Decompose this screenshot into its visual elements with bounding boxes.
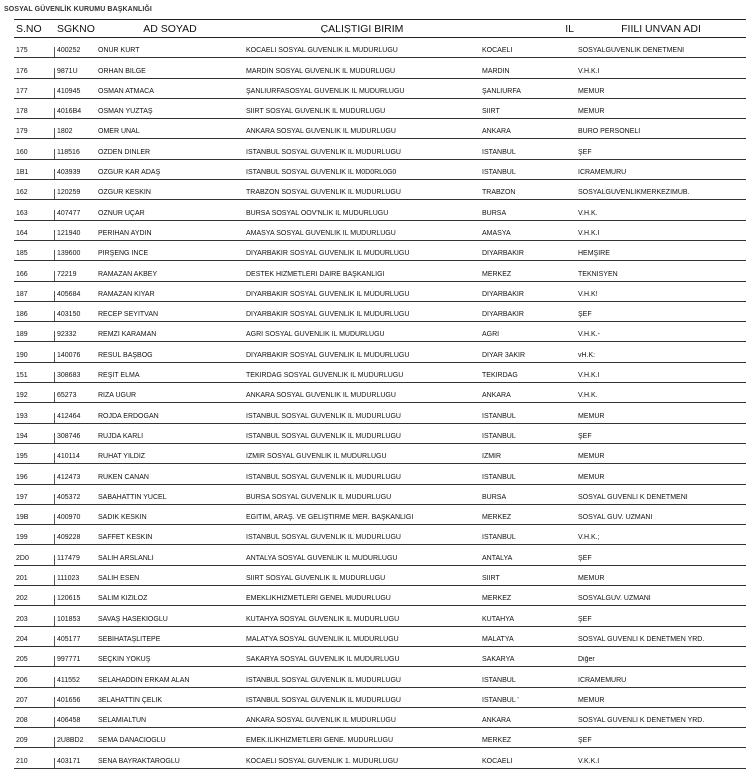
cell-ad-soyad: SEBIHATAŞLITEPE: [98, 635, 161, 643]
cell-birim: SAKARYA SOSYAL GUVENLIK IL MUDURLUGU: [246, 656, 400, 664]
cell-ad-soyad: 3ELAHATTIN ÇELIK: [98, 696, 163, 704]
cell-birim: KOCAELI SOSYAL GUVENLIK IL MUDURLUGU: [246, 47, 398, 55]
cell-il: SIIRT: [482, 108, 500, 116]
cell-sno: 192: [14, 392, 55, 402]
cell-sgkno: 412473: [57, 473, 81, 481]
cell-unvan: MEMUR: [578, 696, 605, 704]
table-row: [14, 748, 746, 768]
cell-unvan: SOSYALGUV. UZMANI: [578, 595, 651, 603]
table-row: [14, 627, 746, 647]
cell-ad-soyad: PIRŞENG INCE: [98, 250, 149, 258]
cell-birim: EMEKLIKHIZMETLERI GENEL MUDURLUGU: [246, 595, 391, 603]
table-row: [14, 342, 746, 362]
cell-sgkno: 403150: [57, 311, 81, 319]
cell-il: AMASYA: [482, 229, 511, 237]
table-row: [14, 444, 746, 464]
cell-sno: 163: [14, 210, 55, 220]
header-ad-soyad: AD SOYAD: [143, 24, 197, 33]
cell-sgkno: 117479: [57, 554, 80, 562]
cell-ad-soyad: SAFFET KESKIN: [98, 534, 153, 542]
cell-birim: AMASYA SOSYAL GUVENLIK IL MUDURLUGU: [246, 229, 396, 237]
cell-birim: BURSA SOSYAL OOV'NLIK IL MUDURLUGU: [246, 209, 389, 217]
cell-sgkno: 409228: [57, 534, 81, 542]
cell-unvan: ICRAMEMURU: [578, 169, 627, 177]
table-row: [14, 261, 746, 281]
cell-ad-soyad: SELAMIALTUN: [98, 717, 147, 725]
cell-sno: 194: [14, 433, 55, 443]
cell-il: BURSA: [482, 493, 507, 501]
cell-ad-soyad: SEMA DANACIOGLU: [98, 737, 166, 745]
cell-ad-soyad: RUKEN CANAN: [98, 473, 149, 481]
cell-sno: 208: [14, 717, 55, 727]
cell-unvan: ŞEF: [578, 737, 592, 745]
cell-sgkno: 412464: [57, 412, 81, 420]
cell-sno: 202: [14, 595, 55, 605]
cell-birim: ISTANBUL SOSYAL GUVENLIK IL MUDURLUGU: [246, 534, 401, 542]
table-row: [14, 322, 746, 342]
table-row: [14, 200, 746, 220]
table-row: [14, 282, 746, 302]
cell-sno: 185: [14, 250, 55, 260]
cell-il: DIYARBAKIR: [482, 290, 524, 298]
cell-unvan: MEMUR: [578, 412, 605, 420]
cell-sgkno: 997771: [57, 656, 81, 664]
cell-il: IZMIR: [482, 453, 502, 461]
cell-il: ISTANBUL: [482, 534, 516, 542]
cell-sno: 164: [14, 230, 55, 240]
table-row: [14, 38, 746, 58]
cell-ad-soyad: SALIH ARSLANLI: [98, 554, 154, 562]
cell-ad-soyad: OZGUR KAR ADAŞ: [98, 169, 161, 177]
cell-sno: 189: [14, 331, 55, 341]
cell-il: ANKARA: [482, 717, 511, 725]
cell-ad-soyad: RAMAZAN KIYAR: [98, 290, 155, 298]
cell-sgkno: 405684: [57, 290, 81, 298]
cell-unvan: BURO PERSONELI: [578, 128, 641, 136]
cell-birim: ANTALYA SOSYAL GUVENLIK IL MUDURLUGU: [246, 554, 398, 562]
cell-ad-soyad: OSMAN YUZTAŞ: [98, 108, 153, 116]
cell-sgkno: 120615: [57, 595, 81, 603]
cell-sno: 178: [14, 108, 55, 118]
cell-ad-soyad: SADIK KESKIN: [98, 514, 147, 522]
cell-il: MERKEZ: [482, 737, 512, 745]
cell-unvan: vH.K:: [578, 351, 596, 359]
table-row: [14, 139, 746, 159]
cell-sgkno: 118516: [57, 148, 80, 156]
cell-birim: DESTEK HIZMETLERI DAIRE BAŞKANLIGI: [246, 270, 385, 278]
cell-birim: ŞANLIURFASOSYAL GUVENLIK IL MUDURLUGU: [246, 87, 405, 95]
cell-sno: 162: [14, 189, 55, 199]
cell-ad-soyad: ROJDA ERDOGAN: [98, 412, 159, 420]
cell-birim: KOCAELI SOSYAL GUVENLIK 1. MUDURLUGU: [246, 757, 399, 765]
table-row: [14, 424, 746, 444]
table-row: [14, 58, 746, 78]
cell-sno: 207: [14, 697, 55, 707]
cell-sno: 1B1: [14, 169, 55, 179]
cell-il: DIYAR 3AKIR: [482, 351, 526, 359]
table-row: [14, 485, 746, 505]
table-row: [14, 464, 746, 484]
cell-birim: EMEK.ILIKHIZMETLERI GENE. MUDURLUGU: [246, 737, 394, 745]
cell-il: MALATYA: [482, 635, 514, 643]
cell-birim: AGRI SOSYAL GUVENLIK IL MUDURLUGU: [246, 331, 385, 339]
cell-ad-soyad: SALIM KIZILOZ: [98, 595, 148, 603]
cell-ad-soyad: RUJDA KARLI: [98, 432, 144, 440]
cell-sgkno: 111023: [57, 575, 80, 583]
cell-sno: 193: [14, 413, 55, 423]
cell-ad-soyad: SELAHADDIN ERKAM ALAN: [98, 676, 190, 684]
cell-unvan: Diğer: [578, 656, 595, 664]
cell-il: BURSA: [482, 209, 507, 217]
cell-sno: 201: [14, 575, 55, 585]
cell-sgkno: 2U8BD2: [57, 737, 84, 745]
table-row: [14, 505, 746, 525]
cell-il: DIYARBAKIR: [482, 311, 524, 319]
cell-il: KOCAELI: [482, 47, 513, 55]
cell-ad-soyad: RUHAT YILDIZ: [98, 453, 146, 461]
cell-sgkno: 411552: [57, 676, 80, 684]
cell-birim: DIYARBAKIR SOSYAL GUVENLIK IL MUDURLUGU: [246, 290, 410, 298]
cell-unvan: V.H.K.I: [578, 372, 600, 380]
header-unvan: FIILI UNVAN ADI: [621, 24, 701, 33]
cell-il: ISTANBUL: [482, 169, 516, 177]
cell-sgkno: 400252: [57, 47, 81, 55]
table-row: [14, 606, 746, 626]
cell-sno: 196: [14, 474, 55, 484]
cell-birim: IZMIR SOSYAL GUVENLIK IL MUDURLUGU: [246, 453, 387, 461]
cell-sno: 186: [14, 311, 55, 321]
cell-unvan: MEMUR: [578, 575, 605, 583]
table-row: [14, 119, 746, 139]
cell-il: AGRI: [482, 331, 500, 339]
cell-birim: TEKIRDAG SOSYAL GUVENLIK IL MUDURLUGU: [246, 372, 404, 380]
cell-sgkno: 9871U: [57, 67, 78, 75]
cell-ad-soyad: REMZI KARAMAN: [98, 331, 157, 339]
table-body: [14, 38, 746, 769]
cell-birim: ISTANBUL SOSYAL GUVENLIK IL MUDURLUGU: [246, 473, 401, 481]
table-row: [14, 383, 746, 403]
cell-sno: 210: [14, 758, 55, 768]
table-row: [14, 566, 746, 586]
cell-ad-soyad: OZNUR UÇAR: [98, 209, 145, 217]
table-header-row: [14, 20, 746, 38]
cell-birim: ANKARA SOSYAL GUVENLIK IL MUDURLUGU: [246, 392, 396, 400]
cell-sgkno: 405372: [57, 493, 81, 501]
cell-unvan: V.K.K.I: [578, 757, 600, 765]
cell-birim: ANKARA SOSYAL GUVENLIK IL MUDURLUGU: [246, 717, 396, 725]
cell-birim: SIIRT SOSYAL GUVENLIK IL MUDURLUGU: [246, 575, 386, 583]
table-row: [14, 708, 746, 728]
cell-ad-soyad: REŞIT ELMA: [98, 372, 140, 380]
cell-sno: 203: [14, 616, 55, 626]
cell-sno: 179: [14, 128, 55, 138]
cell-sgkno: 407477: [57, 209, 81, 217]
cell-sno: 206: [14, 677, 55, 687]
cell-unvan: ICRAMEMURU: [578, 676, 627, 684]
cell-birim: SIIRT SOSYAL GUVENLIK IL MUDURLUGU: [246, 108, 386, 116]
cell-ad-soyad: RAMAZAN AKBEY: [98, 270, 158, 278]
cell-sgkno: 65273: [57, 392, 77, 400]
cell-sgkno: 406458: [57, 717, 81, 725]
cell-sgkno: 120259: [57, 189, 81, 197]
table-row: [14, 667, 746, 687]
cell-sno: 195: [14, 453, 55, 463]
cell-unvan: ŞEF: [578, 432, 592, 440]
header-il: IL: [565, 24, 574, 33]
cell-unvan: V.H.K!: [578, 290, 598, 298]
cell-unvan: MEMUR: [578, 473, 605, 481]
cell-ad-soyad: SEÇKIN YOKUŞ: [98, 656, 151, 664]
cell-unvan: ŞEF: [578, 615, 592, 623]
cell-sgkno: 403171: [57, 757, 81, 765]
cell-sno: 205: [14, 656, 55, 666]
cell-sno: 175: [14, 47, 55, 57]
cell-ad-soyad: RIZA UGUR: [98, 392, 137, 400]
cell-il: MERKEZ: [482, 270, 512, 278]
cell-ad-soyad: OMER UNAL: [98, 128, 140, 136]
table-row: [14, 221, 746, 241]
cell-sno: 187: [14, 291, 55, 301]
cell-birim: ISTANBUL SOSYAL GUVENLIK IL M0D0RL0G0: [246, 169, 397, 177]
cell-sgkno: 72219: [57, 270, 77, 278]
cell-ad-soyad: SALIH ESEN: [98, 575, 140, 583]
cell-birim: DIYARBAKIR SOSYAL GUVENLIK IL MUDURLUGU: [246, 250, 410, 258]
cell-sgkno: 121940: [57, 229, 81, 237]
cell-ad-soyad: ORHAN BILGE: [98, 67, 146, 75]
cell-sgkno: 1802: [57, 128, 73, 136]
cell-il: ANKARA: [482, 392, 511, 400]
cell-sno: 199: [14, 534, 55, 544]
table-row: [14, 728, 746, 748]
cell-il: ISTANBUL: [482, 473, 516, 481]
cell-sno: 2D0: [14, 555, 55, 565]
cell-birim: ISTANBUL SOSYAL GUVENLIK IL MUDURLUGU: [246, 148, 401, 156]
cell-birim: ISTANBUL SOSYAL GUVENLIK IL MUDURLUGU: [246, 412, 401, 420]
cell-sgkno: 400970: [57, 514, 81, 522]
cell-sno: 160: [14, 149, 55, 159]
cell-ad-soyad: SENA BAYRAKTAROGLU: [98, 757, 180, 765]
cell-birim: ISTANBUL SOSYAL GUVENLIK IL MUDURLUGU: [246, 696, 401, 704]
cell-sgkno: 4016B4: [57, 108, 82, 116]
cell-unvan: V.H.K.-: [578, 331, 600, 339]
cell-sno: 176: [14, 68, 55, 78]
cell-birim: BURSA SOSYAL GUVENLIK IL MUDURLUGU: [246, 493, 392, 501]
cell-il: ANKARA: [482, 128, 511, 136]
cell-il: ISTANBUL: [482, 676, 516, 684]
cell-birim: ISTANBUL SOSYAL GUVENLIK IL MUDURLUGU: [246, 432, 401, 440]
cell-birim: EGITIM, ARAŞ. VE GELIŞTIRME MER. BAŞKANLIGI: [246, 514, 414, 522]
cell-sno: 197: [14, 494, 55, 504]
table-row: [14, 160, 746, 180]
cell-unvan: SOSYALGUVENLIKMERKEZIMUB.: [578, 189, 690, 197]
table-row: [14, 79, 746, 99]
document-title: SOSYAL GÜVENLİK KURUMU BAŞKANLIĞI: [4, 6, 152, 13]
cell-unvan: V.H.K.: [578, 392, 598, 400]
cell-birim: TRABZON SOSYAL GUVENLIK IL MUDURLUGU: [246, 189, 401, 197]
cell-sno: 209: [14, 737, 55, 747]
cell-il: TEKIRDAG: [482, 372, 518, 380]
cell-sno: 177: [14, 88, 55, 98]
cell-il: ISTANBUL ': [482, 696, 519, 704]
cell-il: ŞANLIURFA: [482, 87, 521, 95]
header-birim: ÇALIŞTIGI BIRIM: [320, 24, 404, 33]
cell-ad-soyad: OZDEN DINLER: [98, 148, 151, 156]
cell-birim: KUTAHYA SOSYAL GUVENLIK IL MUDURLUGU: [246, 615, 400, 623]
table-row: [14, 99, 746, 119]
cell-il: MERKEZ: [482, 514, 512, 522]
cell-sno: 151: [14, 372, 55, 382]
cell-birim: MARDIN SOSYAL GUVENLIK IL MUDURLUGU: [246, 67, 396, 75]
cell-il: DIYARBAKIR: [482, 250, 524, 258]
table-row: [14, 525, 746, 545]
cell-ad-soyad: RESUL BAŞBOG: [98, 351, 153, 359]
cell-birim: DIYARBAKIR SOSYAL GUVENLIK IL MUDURLUGU: [246, 311, 410, 319]
table-row: [14, 302, 746, 322]
cell-sgkno: 410114: [57, 453, 80, 461]
cell-il: TRABZON: [482, 189, 516, 197]
cell-il: MARDIN: [482, 67, 510, 75]
cell-unvan: MEMUR: [578, 108, 605, 116]
cell-sgkno: 139600: [57, 250, 81, 258]
cell-unvan: SOSYAL GUVENLI K DENETMEN YRD.: [578, 717, 705, 725]
cell-sgkno: 92332: [57, 331, 77, 339]
cell-il: ISTANBUL: [482, 412, 516, 420]
cell-ad-soyad: OZGUR KESKIN: [98, 189, 151, 197]
cell-sgkno: 403939: [57, 169, 81, 177]
table-row: [14, 647, 746, 667]
table-row: [14, 180, 746, 200]
cell-unvan: MEMUR: [578, 87, 605, 95]
cell-il: KUTAHYA: [482, 615, 515, 623]
cell-unvan: V.H.K.I: [578, 67, 600, 75]
cell-sno: 190: [14, 352, 55, 362]
cell-il: SIIRT: [482, 575, 500, 583]
cell-unvan: ŞEF: [578, 148, 592, 156]
cell-unvan: MEMUR: [578, 453, 605, 461]
cell-unvan: V.H.K.I: [578, 229, 600, 237]
cell-sno: 204: [14, 636, 55, 646]
table-row: [14, 545, 746, 565]
cell-il: ISTANBUL: [482, 148, 516, 156]
cell-unvan: ŞEF: [578, 554, 592, 562]
cell-ad-soyad: ONUR KURT: [98, 47, 140, 55]
cell-unvan: SOSYAL GUV. UZMANI: [578, 514, 653, 522]
cell-sgkno: 101853: [57, 615, 81, 623]
cell-sgkno: 140076: [57, 351, 81, 359]
cell-ad-soyad: RECEP SEYITVAN: [98, 311, 159, 319]
cell-sgkno: 410945: [57, 87, 81, 95]
cell-il: ANTALYA: [482, 554, 513, 562]
cell-il: KOCAELI: [482, 757, 513, 765]
table-row: [14, 688, 746, 708]
header-sno: S.NO: [16, 24, 42, 33]
cell-il: MERKEZ: [482, 595, 512, 603]
cell-ad-soyad: SAVAŞ HASEKIOGLU: [98, 615, 168, 623]
header-sgkno: SGKNO: [57, 24, 95, 33]
cell-sgkno: 308683: [57, 372, 81, 380]
cell-sgkno: 405177: [57, 635, 81, 643]
cell-sgkno: 308746: [57, 432, 81, 440]
cell-sgkno: 401656: [57, 696, 81, 704]
table-row: [14, 586, 746, 606]
cell-ad-soyad: PERIHAN AYDIN: [98, 229, 152, 237]
cell-birim: ANKARA SOSYAL GUVENLIK IL MUDURLUGU: [246, 128, 396, 136]
cell-unvan: HEMŞIRE: [578, 250, 610, 258]
cell-birim: DIYARBAKIR SOSYAL GUVENLIK IL MUDURLUGU: [246, 351, 410, 359]
cell-unvan: SOSYAL GUVENLI K DENETMENI: [578, 493, 688, 501]
cell-birim: ISTANBUL SOSYAL GUVENLIK IL MUDURLUGU: [246, 676, 401, 684]
table-row: [14, 363, 746, 383]
cell-unvan: TEKNISYEN: [578, 270, 618, 278]
cell-il: SAKARYA: [482, 656, 515, 664]
cell-birim: MALATYA SOSYAL GUVENLIK IL MUDURLUGU: [246, 635, 399, 643]
cell-unvan: V.H.K.;: [578, 534, 600, 542]
personnel-table: [14, 19, 746, 769]
table-row: [14, 241, 746, 261]
cell-il: ISTANBUL: [482, 432, 516, 440]
cell-sno: 166: [14, 271, 55, 281]
cell-ad-soyad: OSMAN ATMACA: [98, 87, 154, 95]
table-row: [14, 403, 746, 423]
cell-unvan: ŞEF: [578, 311, 592, 319]
cell-unvan: SOSYAL GUVENLI K DENETMEN YRD.: [578, 635, 705, 643]
cell-ad-soyad: SABAHATTIN YUCEL: [98, 493, 167, 501]
cell-unvan: SOSYALGUVENLIK DENETMENI: [578, 47, 685, 55]
cell-unvan: V.H.K.: [578, 209, 598, 217]
cell-sno: 19B: [14, 514, 55, 524]
